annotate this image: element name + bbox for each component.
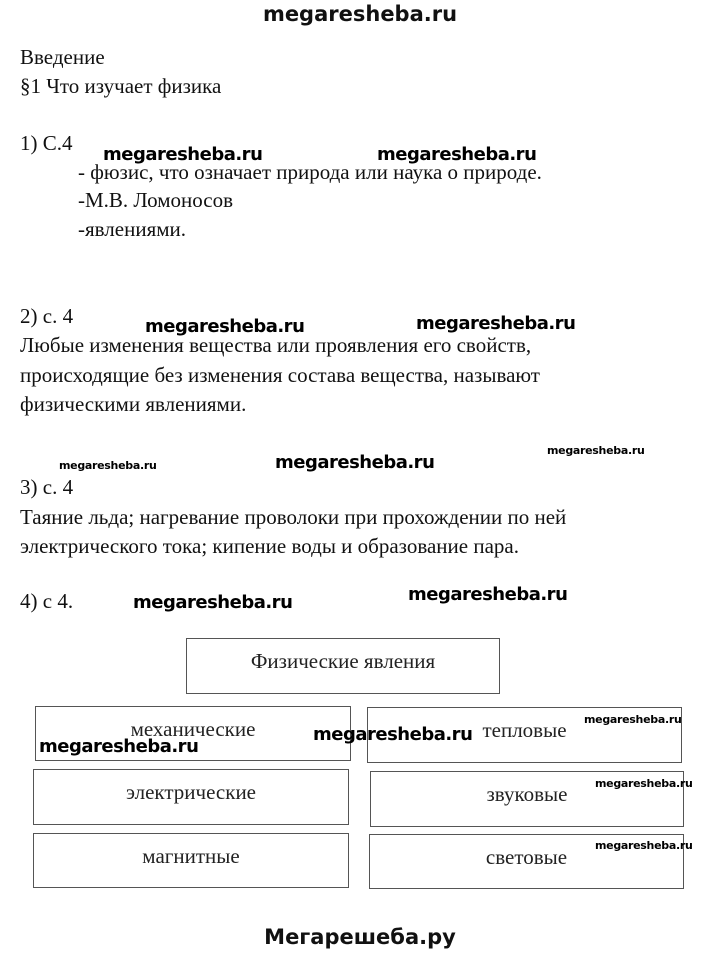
q1-label: 1) С.4 [20,131,73,155]
diagram-label: магнитные [142,844,240,868]
diagram-left-box [33,833,349,888]
watermark: megaresheba.ru [416,313,576,334]
watermark: megaresheba.ru [145,316,305,337]
q1-line: -явлениями. [78,217,187,241]
q3-line: Таяние льда; нагревание проволоки при прохождении по ней [20,505,567,529]
watermark: megaresheba.ru [275,452,435,473]
diagram-root-label: Физические явления [250,649,436,673]
diagram-label: тепловые [482,718,567,742]
q2-line: физическими явлениями. [20,392,247,416]
diagram-label: световые [485,845,568,869]
q2-label: 2) с. 4 [20,304,74,328]
watermark: megaresheba.ru [313,724,473,745]
diagram-label: механические [130,717,256,741]
q2-line: происходящие без изменения состава вещества, называют [20,363,540,387]
q1-line: -М.В. Ломоносов [78,188,234,212]
watermark: megaresheba.ru [377,144,537,165]
diagram-label: электрические [125,780,257,804]
diagram-root-box [186,638,500,694]
watermark: megaresheba.ru [39,736,199,757]
footer-watermark: Мегарешеба.ру [264,925,456,949]
watermark: megaresheba.ru [103,144,263,165]
paragraph-title: §1 Что изучает физика [20,74,222,98]
q2-line: Любые изменения вещества или проявления его свойств, [20,333,532,357]
watermark: megaresheba.ru [595,777,693,790]
diagram-left-box [33,769,349,825]
q1-line: - фюзис, что означает природа или наука о природе. [78,160,542,184]
q3-label: 3) с. 4 [20,475,74,499]
section-title: Введение [20,45,105,69]
header-watermark: megaresheba.ru [262,2,458,26]
q3-line: электрического тока; кипение воды и образование пара. [20,534,519,558]
q4-label: 4) с 4. [20,589,74,613]
diagram-label: звуковые [486,782,568,806]
watermark: megaresheba.ru [595,839,693,852]
watermark: megaresheba.ru [408,584,568,605]
watermark: megaresheba.ru [133,592,293,613]
watermark: megaresheba.ru [584,713,682,726]
watermark: megaresheba.ru [547,444,645,457]
watermark: megaresheba.ru [59,459,157,472]
